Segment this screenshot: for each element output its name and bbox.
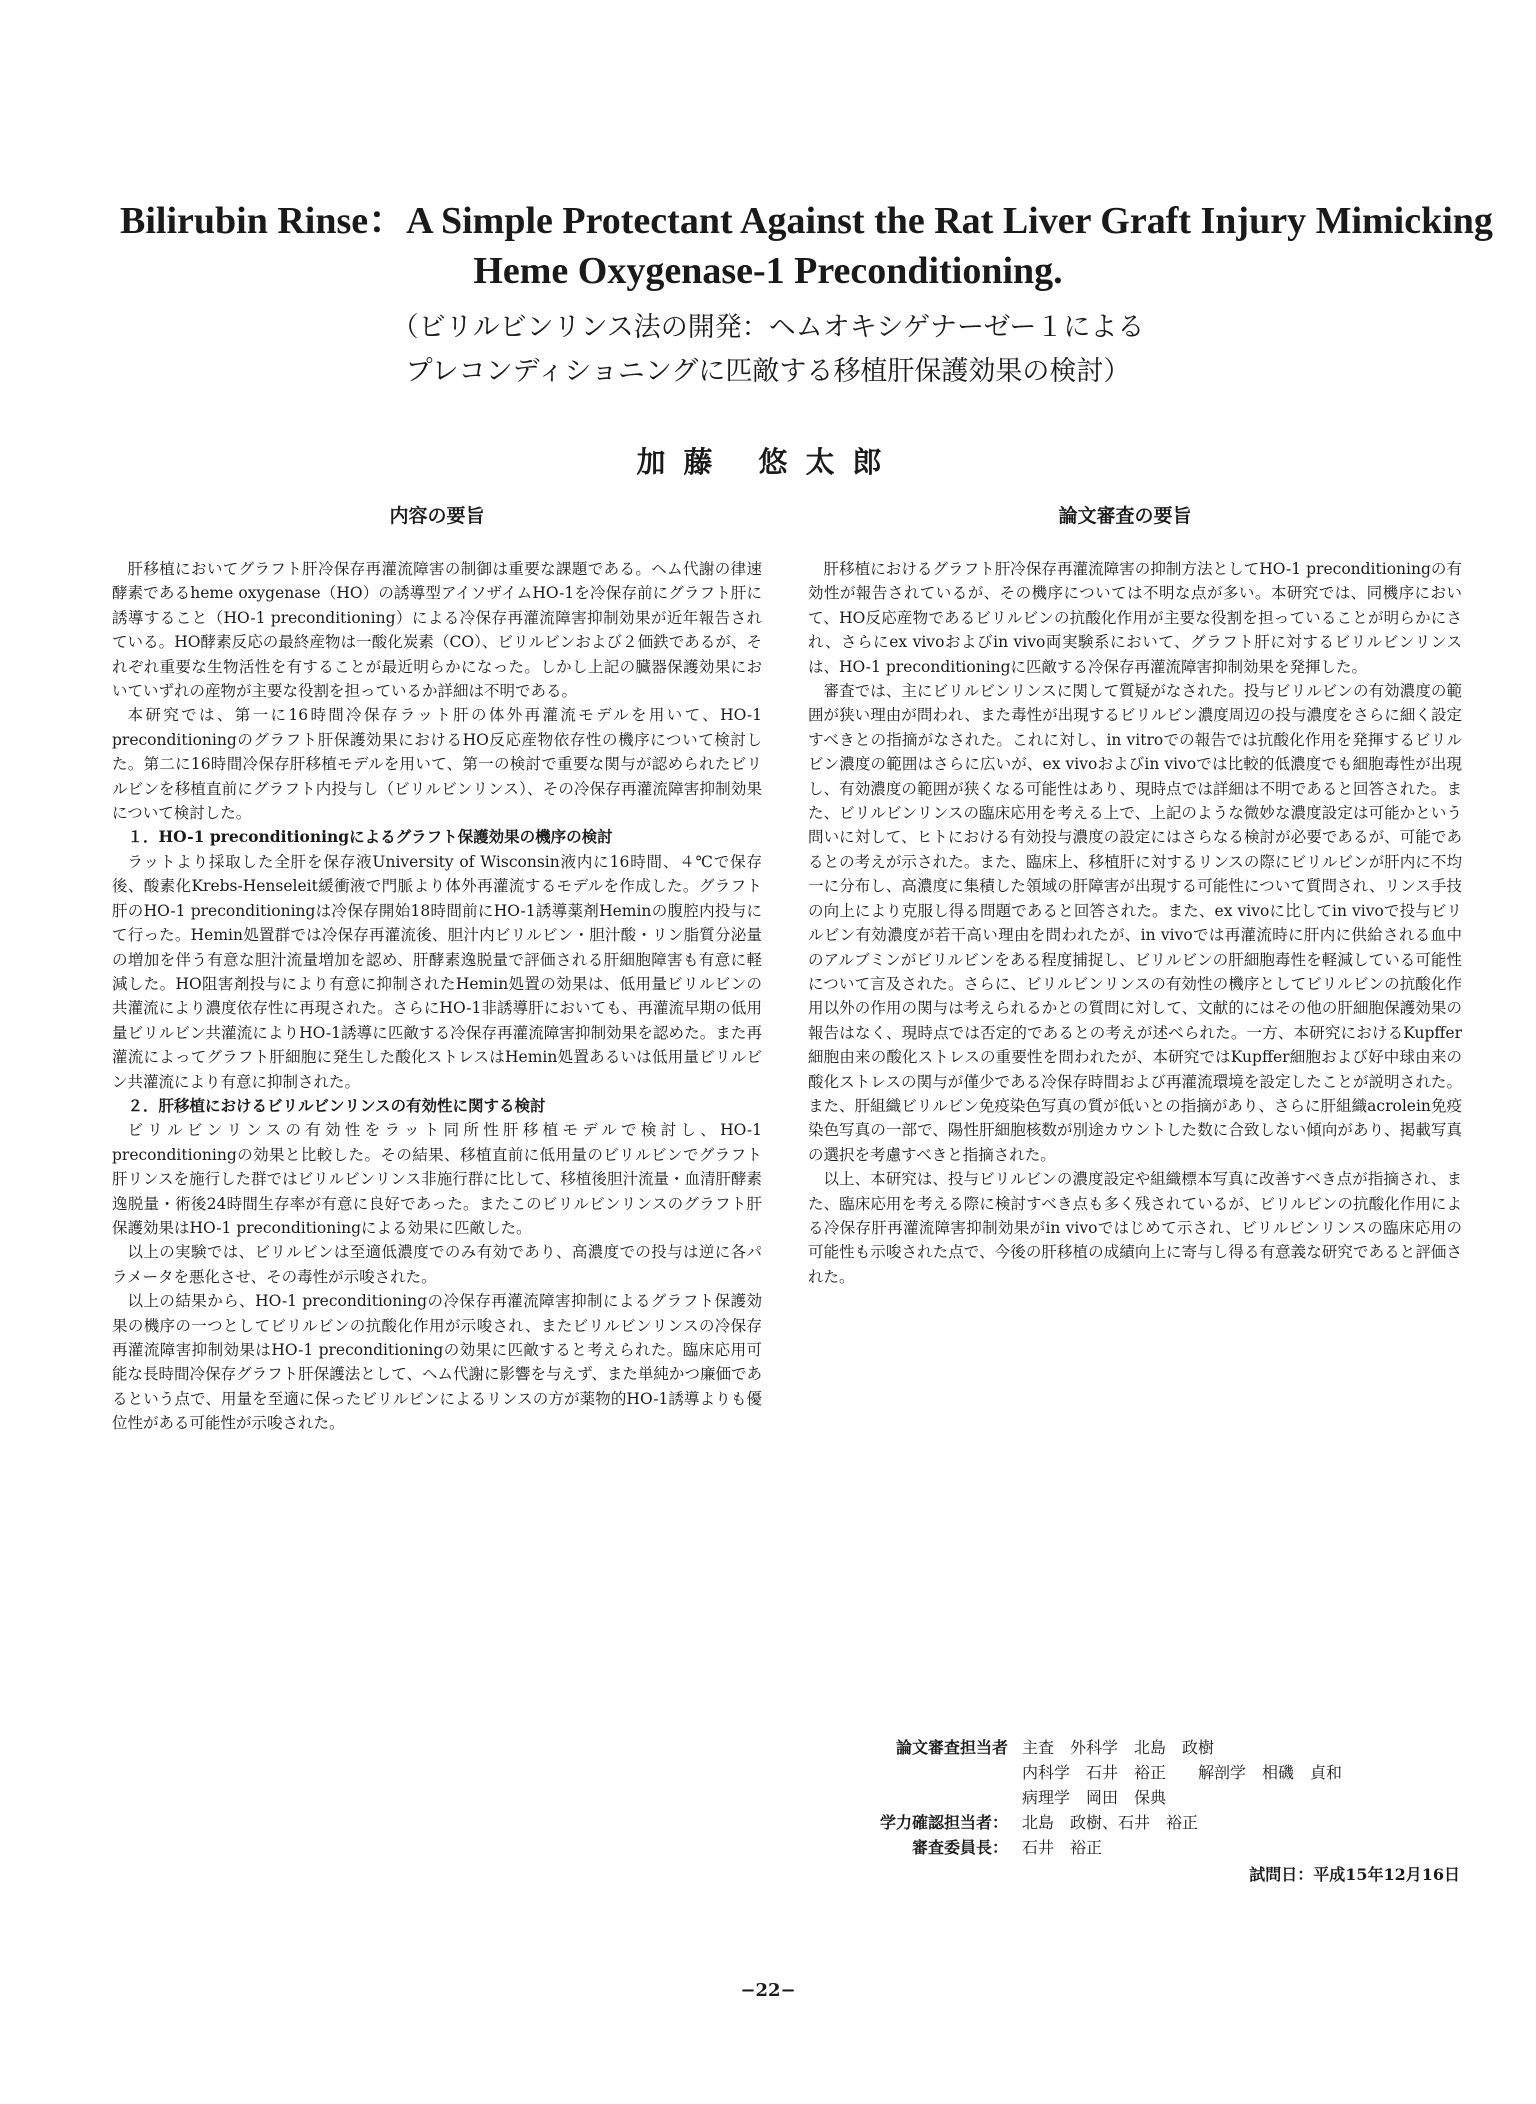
- committee-label: 学力確認担当者：: [879, 1813, 1008, 1832]
- committee-row: [830, 1785, 1342, 1810]
- summary-subheading: １．HO-1 preconditioningによるグラフト保護効果の機序の検討: [127, 827, 613, 847]
- summary-paragraph: ラットより採取した全肝を保存液University of Wisconsin液内に16時間、４℃で保存後、酸素化Krebs-Henseleit緩衝液で門脈より体外再灌流するモデルを作成した。グラフト肝のHO-1 preconditioningは冷保存開始18時間前にHO-1誘導薬剤Heminの腹腔内投与にて行った。Hemin処置群では冷保存再灌流後、胆汁内ビリルビン・胆汁酸・リン脂質分泌量の増加を伴う有意な胆汁流量増加を認め、肝酵素逸脱量で評価される肝細胞障害も有意に軽減した。HO阻害剤投与により有意に抑制されたHemin処置の効果は、低用量ビリルビンの共灌流により濃度依存性に再現された。さらにHO-1非誘導肝においても、再灌流早期の低用量ビリルビン共灌流によりHO-1誘導に匹敵する冷保存再灌流障害抑制効果を認めた。また再灌流によってグラフト肝細胞に発生した酸化ストレスはHemin処置あるいは低用量ビリルビン共灌流により有意に抑制された。: [112, 852, 762, 1091]
- committee-value: 内科学 石井 裕正 解剖学 相磯 貞和: [1022, 1763, 1343, 1782]
- japanese-title-line-1: （ビリルビンリンス法の開発：ヘムオキシゲナーゼー１による: [391, 312, 1145, 343]
- summary-paragraph: 本研究では、第一に16時間冷保存ラット肝の体外再灌流モデルを用いて、HO-1 preconditioningのグラフト肝保護効果におけるHO反応産物依存性の機序について検討した。第二に16時間冷保存肝移植モデルを用いて、第一の検討で重要な関与が認められたビリルビンを移植直前にグラフト内投与し（ビリルビンリンス）、その冷保存再灌流障害抑制効果について検討した。: [112, 706, 762, 823]
- page-number: −22−: [740, 1980, 796, 2001]
- review-committee: [830, 1735, 1342, 1860]
- committee-label: 論文審査担当者: [895, 1738, 1008, 1757]
- committee-row: [830, 1835, 1342, 1860]
- committee-row: [830, 1810, 1342, 1835]
- committee-label: 審査委員長：: [911, 1838, 1008, 1857]
- review-paragraph: 肝移植におけるグラフト肝冷保存再灌流障害の抑制方法としてHO-1 preconditioningの有効性が報告されているが、その機序については不明な点が多い。本研究では、同機序において、HO反応産物であるビリルビンの抗酸化作用が主要な役割を担っていることが明らかにされ、さらにex vivoおよびin vivo両実験系において、グラフト肝に対するビリルビンリンスは、HO-1 preconditioningに匹敵する冷保存再灌流障害抑制効果を発揮した。: [808, 560, 1462, 676]
- english-title: [120, 196, 1493, 296]
- review-paragraph: 審査では、主にビリルビンリンスに関して質疑がなされた。投与ビリルビンの有効濃度の範囲が狭い理由が問われ、また毒性が出現するビリルビン濃度周辺の投与濃度をさらに細く設定すべきとの指摘がなされた。これに対し、in vitroでの報告では抗酸化作用を発揮するビリルビン濃度の範囲はさらに広いが、ex vivoおよびin vivoでは比較的低濃度でも細胞毒性が出現し、有効濃度の範囲が狭くなる可能性はあり、現時点では詳細は不明であると回答された。また、ビリルビンリンスの臨床応用を考える上で、上記のような微妙な濃度設定は可能かという問いに対して、ヒトにおける有効投与濃度の設定にはさらなる検討が必要であるが、可能であるとの考えが示された。また、臨床上、移植肝に対するリンスの際にビリルビンが肝内に不均一に分布し、高濃度に集積した領域の肝障害が出現する可能性について質問され、リンス手技の向上により克服し得る問題であると回答された。また、ex vivoに比してin vivoで投与ビリルビン有効濃度が若干高い理由を問われたが、in vivoでは再灌流時に肝内に供給される血中のアルブミンがビリルビンをある程度捕捉し、ビリルビンの肝細胞毒性を軽減している可能性について言及された。さらに、ビリルビンリンスの有効性の機序としてビリルビンの抗酸化作用以外の作用の関与は考えられるかとの質問に対して、文献的にはその他の肝細胞保護効果の報告はなく、現時点では否定的であるとの考えが述べられた。一方、本研究におけるKupffer細胞由来の酸化ストレスの重要性を問われたが、本研究ではKupffer細胞および好中球由来の酸化ストレスの関与が僅少である冷保存時間および再灌流環境を設定したことが説明された。また、肝組織ビリルビン免疫染色写真の質が低いとの指摘があり、さらに肝組織acrolein免疫染色写真の一部で、陽性肝細胞核数が別途カウントした数に合致しない傾向があり、掲載写真の選択を考慮すべきと指摘された。: [808, 682, 1462, 1164]
- committee-value: 石井 裕正: [1022, 1838, 1103, 1857]
- english-title-line-1: Bilirubin Rinse：A Simple Protectant Against the Rat Liver Graft Injury Mimicking: [120, 200, 1493, 242]
- summary-paragraph: 肝移植においてグラフト肝冷保存再灌流障害の制御は重要な課題である。ヘム代謝の律速酵素であるheme oxygenase（HO）の誘導型アイソザイムHO-1を冷保存前にグラフト肝に誘導すること（HO-1 preconditioning）による冷保存再灌流障害抑制効果が近年報告されている。HO酵素反応の最終産物は一酸化炭素（CO）、ビリルビンおよび２価鉄であるが、それぞれ重要な生物活性を有することが最近明らかになった。しかし上記の臓器保護効果においていずれの産物が主要な役割を担っているか詳細は不明である。: [112, 560, 762, 701]
- committee-value: 病理学 岡田 保典: [1022, 1788, 1167, 1807]
- committee-row: [830, 1760, 1342, 1785]
- summary-column: [112, 557, 762, 1436]
- summary-paragraph: 以上の結果から、HO-1 preconditioningの冷保存再灌流障害抑制によるグラフト保護効果の機序の一つとしてビリルビンの抗酸化作用が示唆され、またビリルビンリンスの冷保存再灌流障害抑制効果はHO-1 preconditioningの効果に匹敵すると考えられた。臨床応用可能な長時間冷保存グラフト肝保護法として、ヘム代謝に影響を与えず、また単純かつ廉価であるという点で、用量を至適に保ったビリルビンによるリンスの方が薬物的HO-1誘導よりも優位性がある可能性が示唆された。: [112, 1292, 763, 1433]
- exam-date: 試問日：平成15年12月16日: [1249, 1865, 1460, 1884]
- summary-subheading: ２．肝移植におけるビリルビンリンスの有効性に関する検討: [127, 1095, 546, 1115]
- author-name: 加藤 悠太郎: [636, 445, 900, 479]
- summary-heading: 内容の要旨: [389, 505, 485, 527]
- committee-value: 北島 政樹、石井 裕正: [1022, 1813, 1199, 1832]
- summary-paragraph: 以上の実験では、ビリルビンは至適低濃度でのみ有効であり、高濃度での投与は逆に各パラメータを悪化させ、その毒性が示唆された。: [112, 1243, 762, 1286]
- committee-value: 主査 外科学 北島 政樹: [1022, 1738, 1215, 1757]
- review-column: [808, 557, 1462, 1289]
- review-heading: 論文審査の要旨: [1058, 505, 1192, 527]
- summary-paragraph: ビリルビンリンスの有効性をラット同所性肝移植モデルで検討し、HO-1 preconditioningの効果と比較した。その結果、移植直前に低用量のビリルビンでグラフト肝リンスを施行した群ではビリルビンリンス非施行群に比して、移植後胆汁流量・血清肝酵素逸脱量・術後24時間生存率が有意に良好であった。またこのビリルビンリンスのグラフト肝保護効果はHO-1 preconditioningによる効果に匹敵した。: [112, 1121, 762, 1237]
- japanese-title: [120, 306, 1416, 394]
- committee-row: [830, 1735, 1342, 1760]
- review-paragraph: 以上、本研究は、投与ビリルビンの濃度設定や組織標本写真に改善すべき点が指摘され、また、臨床応用を考える際に検討すべき点も多く残されているが、ビリルビンの抗酸化作用による冷保存肝再灌流障害抑制効果がin vivoではじめて示され、ビリルビンリンスの臨床応用の可能性も示唆された点で、今後の肝移植の成績向上に寄与し得る有意義な研究であると評価された。: [808, 1170, 1462, 1286]
- japanese-title-line-2: プレコンディショニングに匹敵する移植肝保護効果の検討）: [405, 356, 1131, 387]
- english-title-line-2: Heme Oxygenase-1 Preconditioning.: [473, 250, 1063, 292]
